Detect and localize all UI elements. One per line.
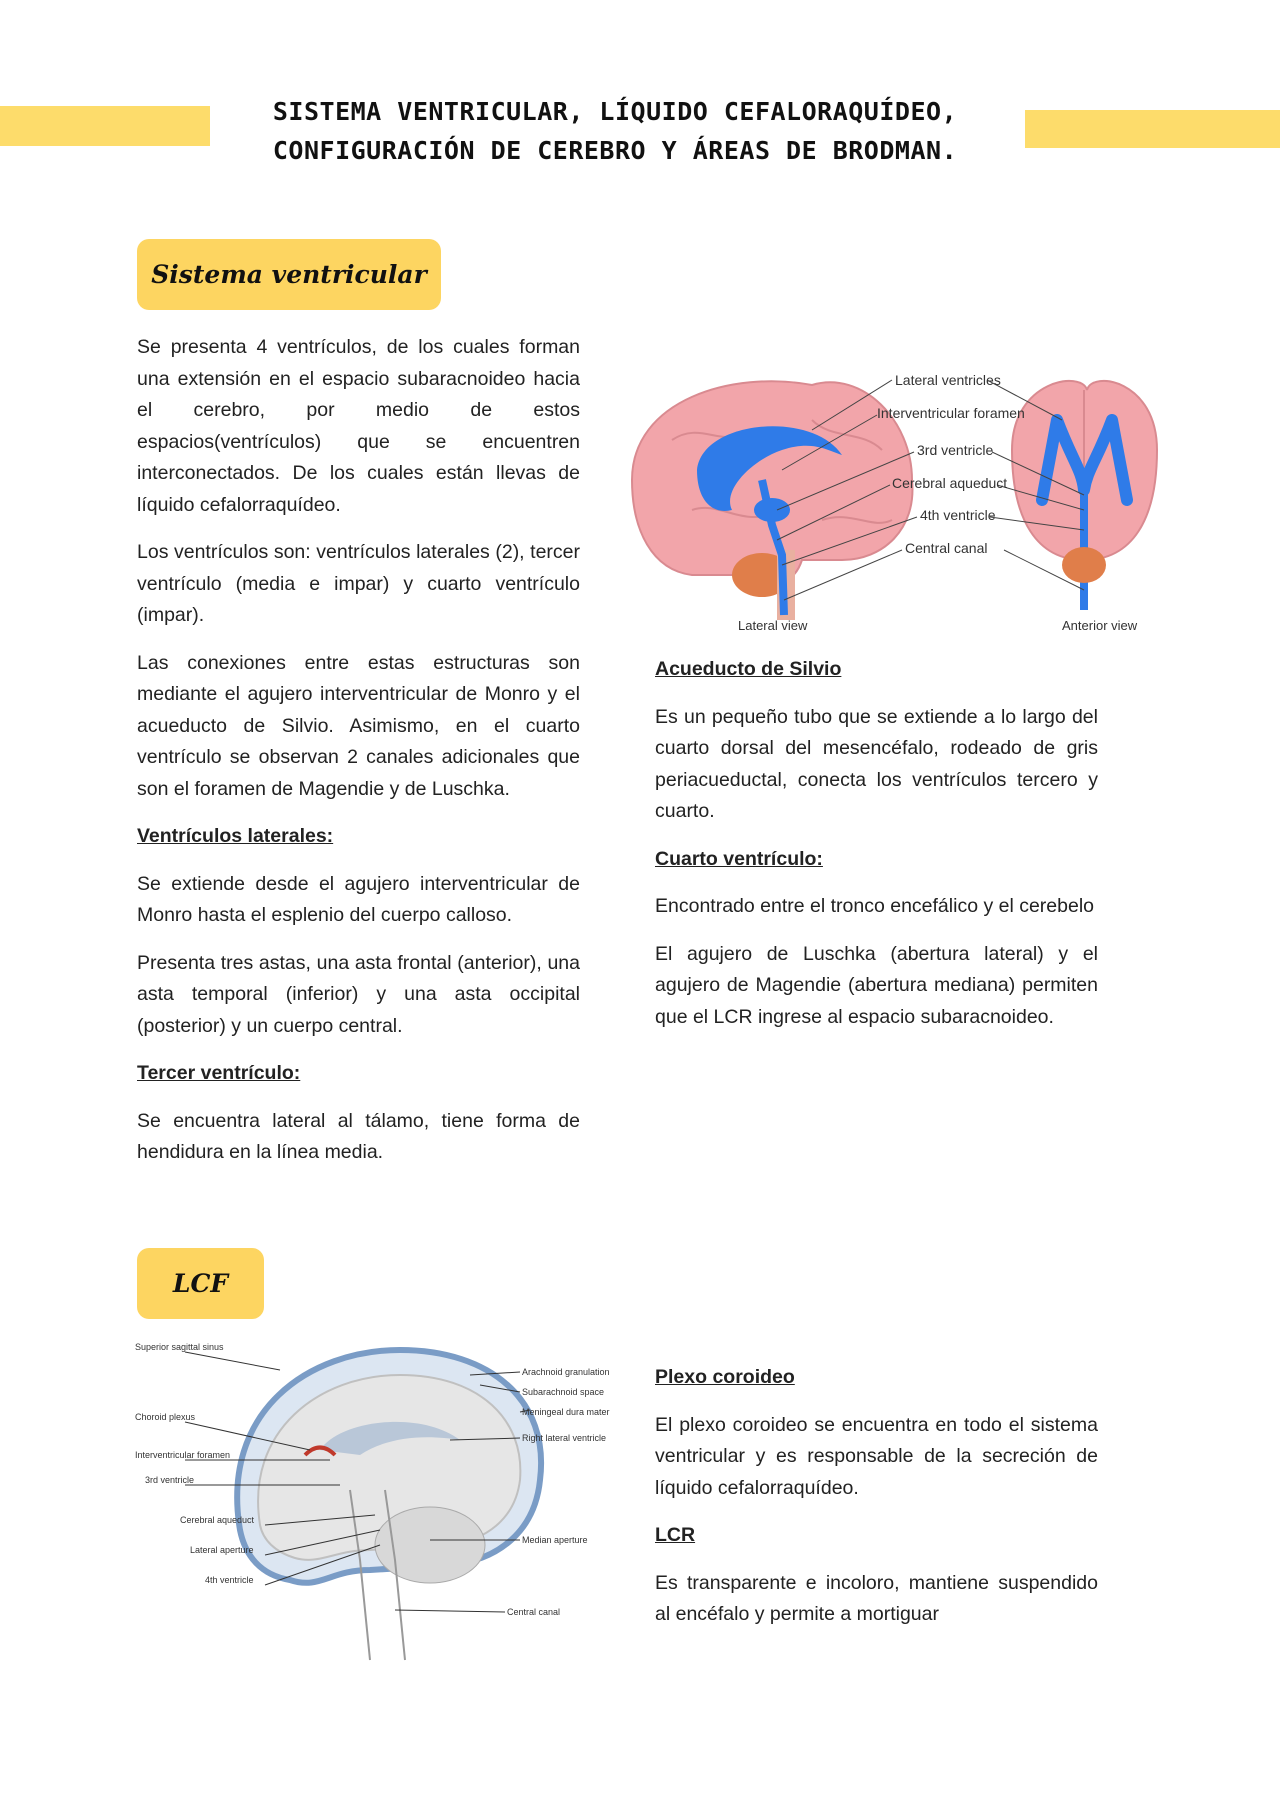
- section-heading-lcf: LCF: [137, 1248, 264, 1319]
- cerebellum-shape: [375, 1507, 485, 1583]
- paragraph: Se presenta 4 ventrículos, de los cuales forman una extensión en el espacio subaracnoideo hacia el cerebro, por medio de estos espacios(ventrículos) que se encuentren interconectados. De los cuales están llevas de líquido cefalorraquídeo.: [137, 336, 580, 516]
- label-median-aperture: Median aperture: [522, 1535, 588, 1545]
- anterior-brainstem: [1062, 547, 1106, 583]
- header-accent-bar-right: [1025, 110, 1280, 148]
- paragraph: Se encuentra lateral al tálamo, tiene forma de hendidura en la línea media.: [137, 1109, 580, 1163]
- right-column: [655, 654, 1098, 1049]
- label-anterior-view: Anterior view: [1062, 618, 1138, 633]
- page-title-line-1: SISTEMA VENTRICULAR, LÍQUIDO CEFALORAQUÍDEO,: [272, 97, 958, 126]
- lateral-third-ventricle: [754, 498, 790, 522]
- label-superior-sagittal-sinus: Superior sagittal sinus: [135, 1342, 224, 1352]
- subheading-tercer-ventriculo: Tercer ventrículo:: [137, 1062, 301, 1084]
- subheading-ventriculos-laterales: Ventrículos laterales:: [137, 825, 334, 847]
- page-title-line-2: CONFIGURACIÓN DE CEREBRO Y ÁREAS DE BRODMAN.: [272, 136, 958, 165]
- header-accent-bar-left: [0, 106, 210, 146]
- section-heading-sistema-ventricular: Sistema ventricular: [137, 239, 441, 310]
- label-4th-ventricle: 4th ventricle: [205, 1575, 254, 1585]
- label-lateral-view: Lateral view: [738, 618, 808, 633]
- paragraph: Encontrado entre el tronco encefálico y el cerebelo: [655, 895, 1095, 917]
- label-subarachnoid-space: Subarachnoid space: [522, 1387, 605, 1397]
- label-lateral-ventricles: Lateral ventricles: [895, 372, 1001, 388]
- label-right-lateral-ventricle: Right lateral ventricle: [522, 1433, 607, 1443]
- label-interventricular-foramen: Interventricular foramen: [135, 1450, 231, 1460]
- label-central-canal: Central canal: [507, 1607, 561, 1617]
- paragraph: Presenta tres astas, una asta frontal (anterior), una asta temporal (inferior) y una asta occipital (posterior) y un cuerpo central.: [137, 951, 580, 1037]
- paragraph: Los ventrículos son: ventrículos laterales (2), tercer ventrículo (media e impar) y cuarto ventrículo (impar).: [137, 541, 580, 626]
- label-cerebral-aqueduct: Cerebral aqueduct: [892, 475, 1008, 491]
- paragraph: Las conexiones entre estas estructuras son mediante el agujero interventricular de Monro y el acueducto de Silvio. Asimismo, en el cuarto ventrículo se observan 2 canales adicionales que son el foramen de Magendie y de Luschka.: [137, 651, 580, 800]
- label-cerebral-aqueduct: Cerebral aqueduct: [180, 1515, 255, 1525]
- label-choroid-plexus: Choroid plexus: [135, 1412, 196, 1422]
- subheading-acueducto-de-silvio: Acueducto de Silvio: [655, 658, 842, 680]
- paragraph: Se extiende desde el agujero interventricular de Monro hasta el esplenio del cuerpo calloso.: [137, 872, 580, 926]
- paragraph: Es un pequeño tubo que se extiende a lo largo del cuarto dorsal del mesencéfalo, rodeado de gris periacueductal, conecta los ventrículos tercero y cuarto.: [655, 705, 1098, 822]
- label-4th-ventricle: 4th ventricle: [920, 507, 996, 523]
- label-3rd-ventricle: 3rd ventricle: [917, 442, 994, 458]
- label-central-canal: Central canal: [905, 540, 988, 556]
- subheading-lcr: LCR: [655, 1524, 696, 1546]
- label-interventricular-foramen: Interventricular foramen: [877, 405, 1025, 421]
- left-column: [137, 332, 580, 1185]
- paragraph: Es transparente e incoloro, mantiene suspendido al encéfalo y permite a mortiguar: [655, 1571, 1098, 1625]
- label-3rd-ventricle: 3rd ventricle: [145, 1475, 195, 1485]
- page-title: [225, 92, 1005, 170]
- subheading-cuarto-ventriculo: Cuarto ventrículo:: [655, 847, 823, 870]
- csf-circulation-illustration: [130, 1330, 650, 1670]
- label-lateral-aperture: Lateral aperture: [190, 1545, 254, 1555]
- csf-circulation-figure: [130, 1330, 650, 1670]
- subheading-plexo-coroideo: Plexo coroideo: [655, 1366, 795, 1388]
- lateral-brain-shape: [632, 381, 912, 580]
- ventricular-system-figure: [612, 360, 1160, 638]
- lcf-right-column: [655, 1362, 1098, 1647]
- label-meningeal-dura-mater: Meningeal dura mater: [522, 1407, 610, 1417]
- label-arachnoid-granulation: Arachnoid granulation: [522, 1367, 610, 1377]
- paragraph: El plexo coroideo se encuentra en todo el sistema ventricular y es responsable de la secreción de líquido cefalorraquídeo.: [655, 1413, 1098, 1499]
- paragraph: El agujero de Luschka (abertura lateral) y el agujero de Magendie (abertura mediana) permiten que el LCR ingrese al espacio subaracnoideo.: [655, 942, 1098, 1028]
- ventricular-system-illustration: [612, 360, 1160, 638]
